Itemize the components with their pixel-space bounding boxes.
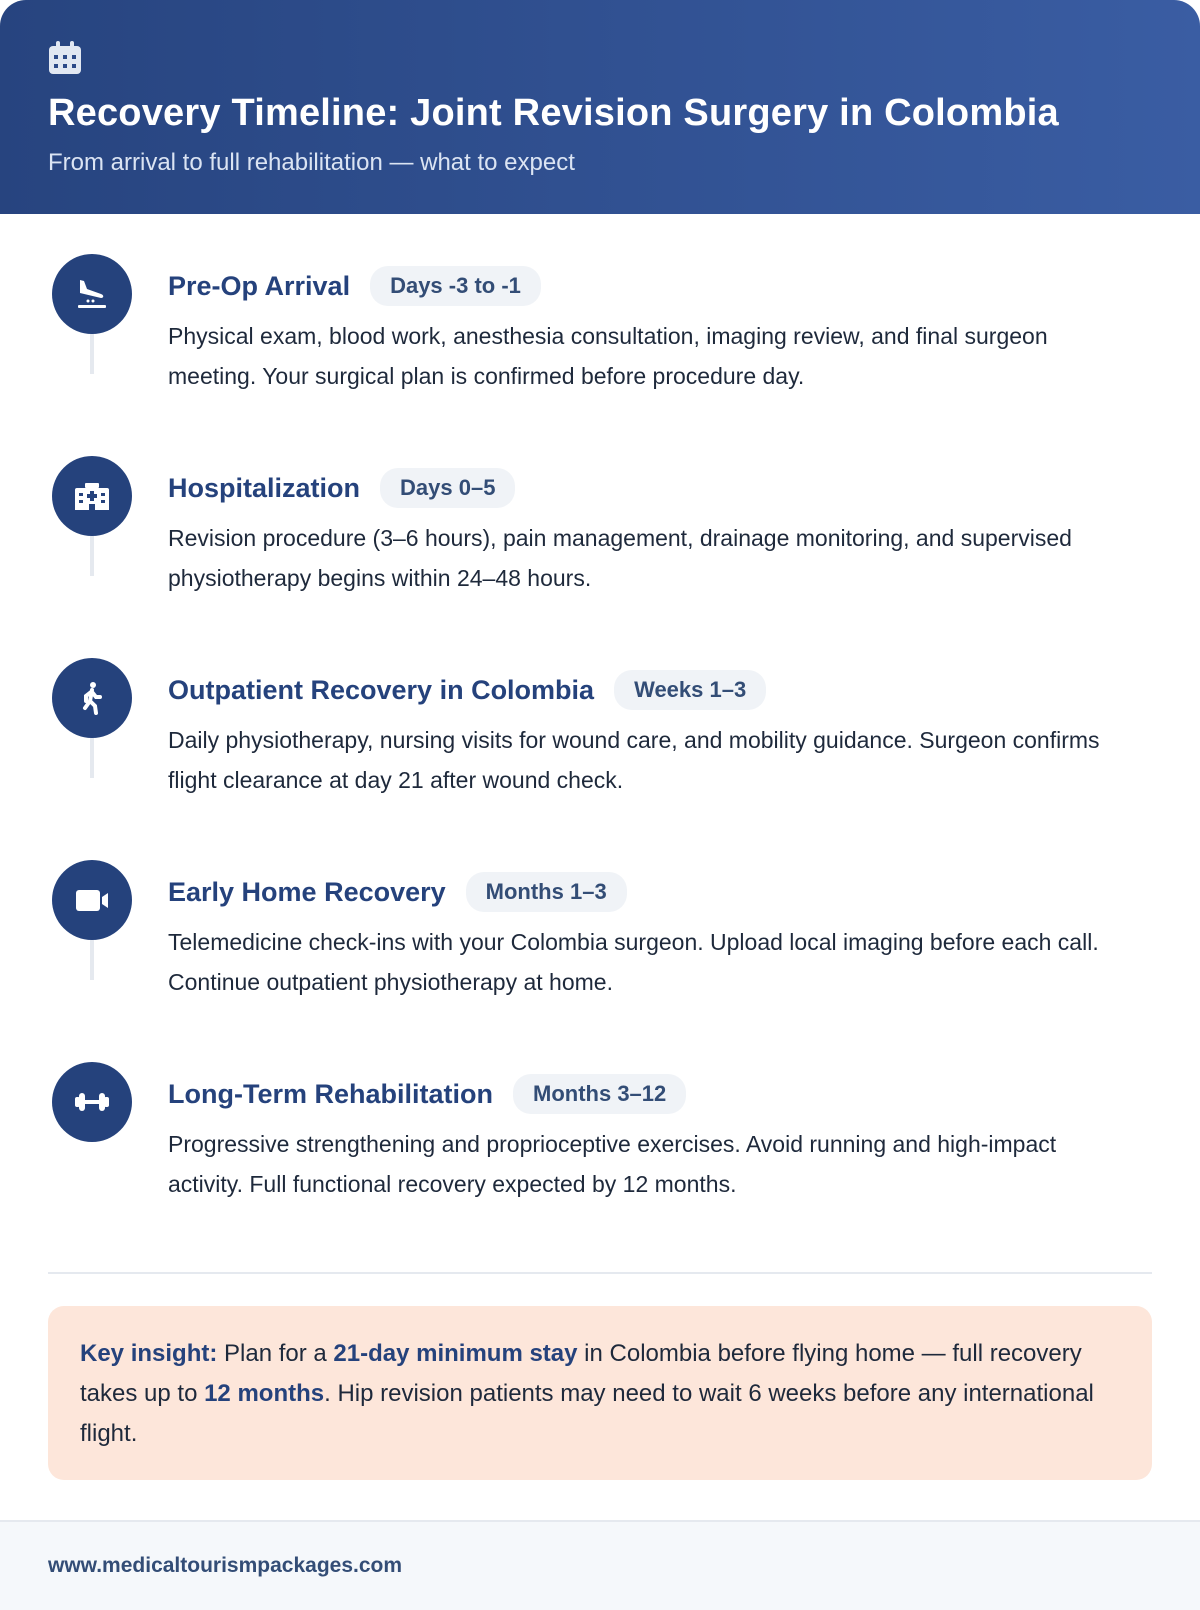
item-badge: Days 0–5 [380,468,515,508]
hospital-icon [52,456,132,536]
item-title: Early Home Recovery [168,876,446,907]
timeline-item [48,1062,1152,1264]
item-badge: Months 3–12 [513,1074,686,1114]
dumbbell-icon [52,1062,132,1142]
timeline-connector [90,334,94,374]
plane-arrival-icon [52,254,132,334]
timeline [0,214,1200,1264]
insight-text: . Hip revision patients may need to wait 6 weeks before any international flight. [80,1380,1094,1447]
divider [48,1272,1152,1274]
calendar-icon [48,40,82,74]
timeline-item [48,658,1152,860]
insight-label: Key insight: [80,1340,218,1367]
video-icon [52,860,132,940]
key-insight-box [48,1306,1152,1480]
insight-text: in Colombia before flying home — full recovery takes up to [80,1340,1082,1407]
item-badge: Days -3 to -1 [370,266,541,306]
header [0,0,1200,214]
insight-highlight: 21-day minimum stay [333,1340,578,1367]
item-description: Progressive strengthening and proprioceptive exercises. Avoid running and high-impact activity. Full functional recovery expected by 12 months. [168,1131,1057,1197]
page-title: Recovery Timeline: Joint Revision Surgery in Colombia [48,92,1059,134]
timeline-connector [90,738,94,778]
insight-text: Plan for a [217,1340,334,1367]
item-badge: Months 1–3 [466,872,627,912]
item-title: Long-Term Rehabilitation [168,1078,493,1109]
footer-url[interactable]: www.medicaltourismpackages.com [48,1554,403,1577]
item-title: Outpatient Recovery in Colombia [168,674,595,705]
item-title: Hospitalization [168,472,361,503]
page-subtitle: From arrival to full rehabilitation — what to expect [48,149,575,176]
timeline-item [48,254,1152,456]
item-badge: Weeks 1–3 [614,670,766,710]
footer [0,1520,1200,1610]
item-description: Telemedicine check-ins with your Colombia surgeon. Upload local imaging before each call. Continue outpatient physiotherapy at home. [168,929,1099,995]
walking-icon [52,658,132,738]
item-description: Physical exam, blood work, anesthesia consultation, imaging review, and final surgeon meeting. Your surgical plan is confirmed before procedure day. [168,323,1048,389]
item-description: Daily physiotherapy, nursing visits for wound care, and mobility guidance. Surgeon confirms flight clearance at day 21 after wound check. [168,727,1100,793]
timeline-connector [90,536,94,576]
timeline-connector [90,940,94,980]
timeline-item [48,456,1152,658]
timeline-item [48,860,1152,1062]
insight-highlight: 12 months [204,1380,325,1407]
item-description: Revision procedure (3–6 hours), pain management, drainage monitoring, and supervised physiotherapy begins within 24–48 hours. [168,525,1072,591]
item-title: Pre-Op Arrival [168,270,351,301]
